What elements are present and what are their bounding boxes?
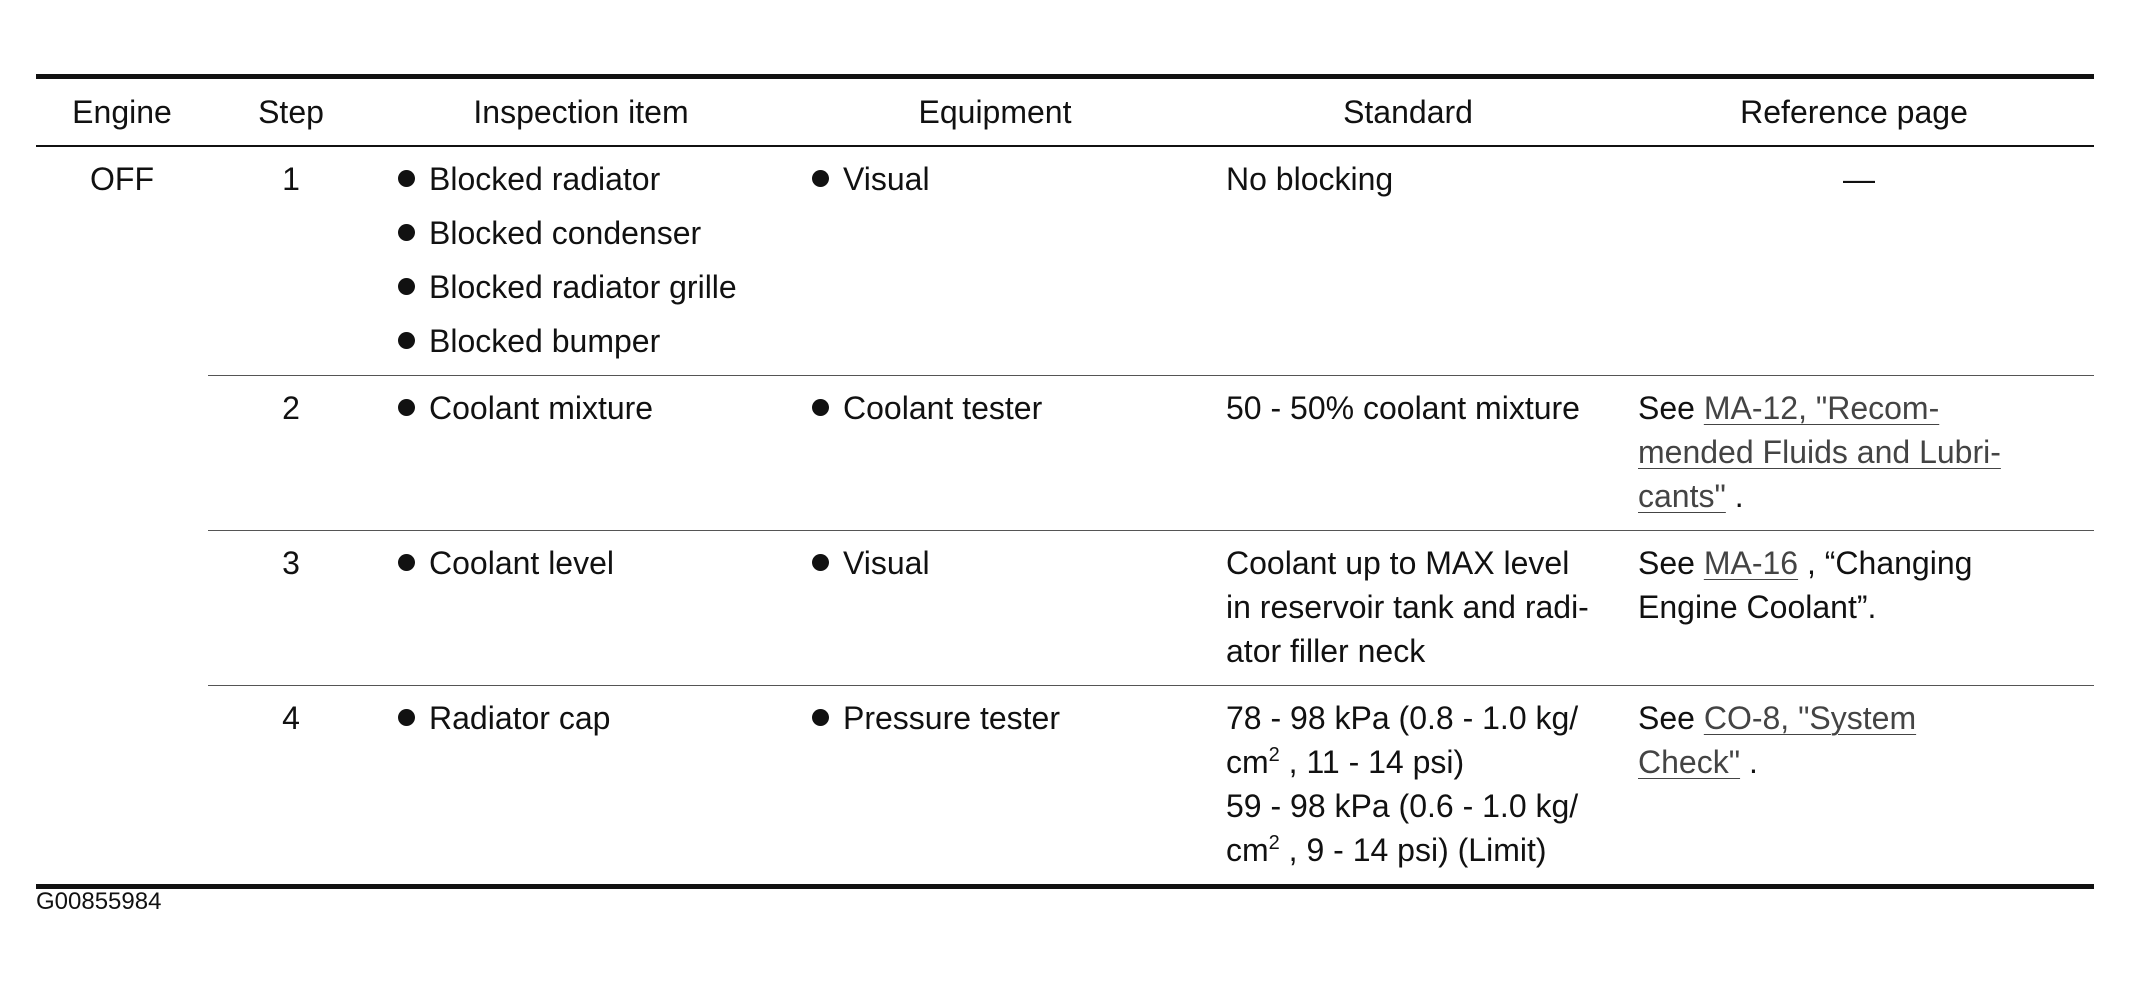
- inspection-item-cell: [374, 146, 788, 376]
- equipment-cell: [788, 531, 1202, 686]
- bullet-icon: [398, 709, 415, 726]
- reference-cell: [1614, 376, 2094, 531]
- bullet-icon: [812, 170, 829, 187]
- reference-link-co-8[interactable]: CO-8, "System: [1703, 700, 1917, 736]
- reference-prefix: See: [1638, 700, 1695, 736]
- standard-cell: [1202, 686, 1614, 887]
- table-row: [36, 531, 2094, 686]
- list-item: Pressure tester: [812, 696, 1188, 740]
- standard-cell: [1202, 376, 1614, 531]
- standard-line: $cm^2$ , 11 - 14 psi): [1226, 744, 1465, 780]
- standard-line: $cm^2$ , 9 - 14 psi) (Limit): [1226, 832, 1547, 868]
- reference-line-2: Engine Coolant”.: [1638, 589, 1877, 625]
- equipment-cell: [788, 146, 1202, 376]
- reference-suffix: .: [1740, 744, 1758, 780]
- header-inspection-item: Inspection item: [374, 77, 788, 147]
- table-row: [36, 686, 2094, 887]
- standard-line: 78 - 98 kPa (0.8 - 1.0 kg/: [1226, 700, 1579, 736]
- reference-link-ma-12[interactable]: MA-12, "Recom-: [1703, 390, 1940, 426]
- equipment-cell: [788, 686, 1202, 887]
- step-number: 1: [282, 161, 300, 197]
- bullet-icon: [812, 399, 829, 416]
- standard-line: ator filler neck: [1226, 633, 1426, 669]
- reference-link-co-8-end[interactable]: Check": [1638, 744, 1741, 780]
- bullet-icon: [398, 224, 415, 241]
- step-cell: [208, 146, 374, 376]
- bullet-icon: [398, 278, 415, 295]
- standard-line: in reservoir tank and radi-: [1226, 589, 1589, 625]
- reference-prefix: See: [1638, 545, 1695, 581]
- bullet-icon: [398, 332, 415, 349]
- bullet-icon: [398, 399, 415, 416]
- list-item: Visual: [812, 157, 1188, 201]
- standard-text: 50 - 50% coolant mixture: [1226, 390, 1580, 426]
- reference-link-ma-12-cont[interactable]: mended Fluids and Lubri-: [1638, 434, 2001, 470]
- inspection-item-cell: [374, 686, 788, 887]
- reference-cell: [1614, 531, 2094, 686]
- standard-cell: [1202, 531, 1614, 686]
- list-item: Blocked bumper: [398, 319, 774, 363]
- list-item: Radiator cap: [398, 696, 774, 740]
- reference-prefix: See: [1638, 390, 1695, 426]
- header-standard: Standard: [1202, 77, 1614, 147]
- figure-id: G00855984: [36, 888, 162, 915]
- engine-state: OFF: [90, 161, 154, 197]
- header-step: Step: [208, 77, 374, 147]
- header-row: [36, 77, 2094, 147]
- step-number: 4: [282, 700, 300, 736]
- table-row: [36, 376, 2094, 531]
- bullet-icon: [398, 554, 415, 571]
- reference-link-ma-16[interactable]: MA-16: [1703, 545, 1799, 581]
- reference-cell: [1614, 146, 2094, 376]
- equipment-cell: [788, 376, 1202, 531]
- header-engine: Engine: [36, 77, 208, 147]
- step-number: 3: [282, 545, 300, 581]
- reference-suffix: .: [1725, 478, 1744, 514]
- engine-state-cell: [36, 146, 208, 887]
- inspection-item-cell: [374, 376, 788, 531]
- standard-cell: [1202, 146, 1614, 376]
- reference-cell: [1614, 686, 2094, 887]
- header-reference-page: Reference page: [1614, 77, 2094, 147]
- standard-line: Coolant up to MAX level: [1226, 545, 1570, 581]
- list-item: Coolant mixture: [398, 386, 774, 430]
- header-equipment: Equipment: [788, 77, 1202, 147]
- step-cell: [208, 531, 374, 686]
- list-item: Blocked condenser: [398, 211, 774, 255]
- bullet-icon: [812, 709, 829, 726]
- standard-line: 59 - 98 kPa (0.6 - 1.0 kg/: [1226, 788, 1579, 824]
- list-item: Coolant tester: [812, 386, 1188, 430]
- list-item: Blocked radiator grille: [398, 265, 774, 309]
- bullet-icon: [398, 170, 415, 187]
- list-item: Blocked radiator: [398, 157, 774, 201]
- inspection-item-cell: [374, 531, 788, 686]
- step-cell: [208, 376, 374, 531]
- list-item: Coolant level: [398, 541, 774, 585]
- reference-link-ma-12-end[interactable]: cants": [1638, 478, 1726, 514]
- inspection-table: [36, 74, 2094, 889]
- list-item: Visual: [812, 541, 1188, 585]
- reference-dash: —: [1843, 161, 1875, 197]
- standard-text: No blocking: [1226, 161, 1394, 197]
- bullet-icon: [812, 554, 829, 571]
- step-cell: [208, 686, 374, 887]
- table-row: [36, 146, 2094, 376]
- step-number: 2: [282, 390, 300, 426]
- reference-suffix: , “Changing: [1798, 545, 1973, 581]
